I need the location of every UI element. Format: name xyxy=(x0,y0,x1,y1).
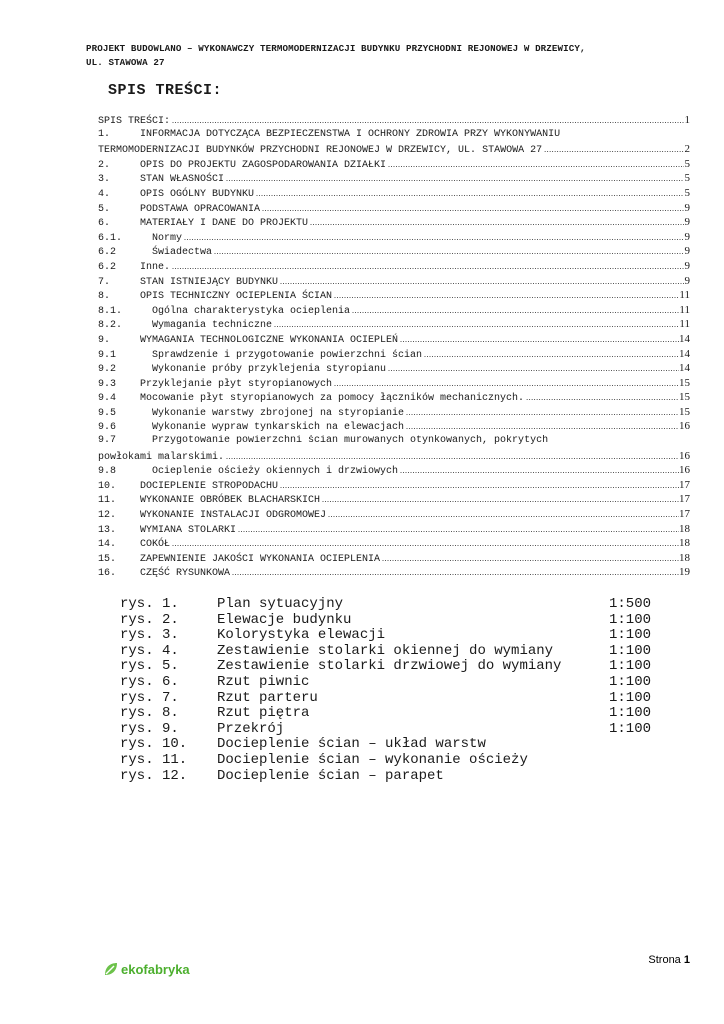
toc-entry-number: 6.1. xyxy=(98,232,123,244)
drawing-scale: 1:100 xyxy=(609,627,652,644)
toc-entry-number: 3. xyxy=(98,174,111,186)
drawing-item xyxy=(120,690,660,706)
toc-entry[interactable] xyxy=(98,479,690,494)
drawing-number: rys. 1. xyxy=(120,596,179,612)
toc-leader-dots xyxy=(262,204,684,213)
toc-entry-page: 11 xyxy=(679,303,690,316)
toc-leader-dots xyxy=(334,379,679,388)
logo-text: ekofabryka xyxy=(121,961,190,977)
drawing-title: Docieplenie ścian – układ warstw xyxy=(217,736,486,753)
toc-entry-title: Świadectwa xyxy=(140,247,213,259)
toc-entry-title: DOCIEPLENIE STROPODACHU xyxy=(140,480,279,492)
toc-entry-page: 9 xyxy=(684,274,690,287)
drawing-title: Przekrój xyxy=(217,720,285,737)
toc-entry[interactable] xyxy=(98,231,690,246)
toc-entry-number: 9.6 xyxy=(98,422,117,434)
toc-entry[interactable] xyxy=(98,172,690,187)
toc-entry-number: 9.1 xyxy=(98,349,117,361)
toc-entry[interactable] xyxy=(98,348,690,363)
toc-entry-page: 2 xyxy=(684,143,690,156)
toc-entry-page: 18 xyxy=(679,537,690,550)
drawing-title: Kolorystyka elewacji xyxy=(217,627,386,644)
toc-entry-title: Ocieplenie ościeży okiennych i drzwiowych xyxy=(140,466,399,478)
toc-leader-dots xyxy=(184,233,684,242)
toc-entry[interactable] xyxy=(98,143,690,158)
drawing-title: Zestawienie stolarki okiennej do wymiany xyxy=(217,642,554,659)
toc-entry[interactable] xyxy=(98,304,690,319)
drawing-item xyxy=(120,612,660,628)
toc-entry-page: 17 xyxy=(679,508,690,521)
toc-entry[interactable] xyxy=(98,493,690,508)
toc-entry-number: 2. xyxy=(98,159,111,171)
toc-entry-title: Wykonanie próby przyklejenia styropianu xyxy=(140,364,387,376)
toc-entry-title: SPIS TREŚCI: xyxy=(98,116,171,127)
drawing-scale: 1:100 xyxy=(609,673,652,690)
toc-entry[interactable] xyxy=(98,260,690,275)
toc-leader-dots xyxy=(352,306,679,315)
drawing-number: rys. 9. xyxy=(120,720,179,737)
drawing-title: Elewacje budynku xyxy=(217,611,352,628)
toc-entry-page: 9 xyxy=(684,230,690,243)
drawing-title: Plan sytuacyjny xyxy=(217,596,344,612)
drawing-scale xyxy=(609,736,660,752)
toc-entry-title: Ogólna charakterystyka ocieplenia xyxy=(140,305,351,317)
toc-entry-number: 15. xyxy=(98,553,117,565)
toc-entry[interactable] xyxy=(98,158,690,173)
toc-entry-page: 14 xyxy=(679,347,690,360)
toc-title: SPIS TREŚCI: xyxy=(108,82,223,99)
toc-entry[interactable] xyxy=(98,406,690,421)
toc-leader-dots xyxy=(256,189,684,198)
toc-entry-page: 5 xyxy=(684,157,690,170)
toc-leader-dots xyxy=(172,539,679,548)
toc-entry-page: 18 xyxy=(679,551,690,564)
toc-entry-page: 5 xyxy=(684,172,690,185)
toc-entry-page: 14 xyxy=(679,332,690,345)
toc-leader-dots xyxy=(526,393,679,402)
toc-entry[interactable] xyxy=(98,435,690,450)
toc-entry-number: 6. xyxy=(98,218,111,230)
toc-entry[interactable] xyxy=(98,377,690,392)
toc-entry-number: 13. xyxy=(98,524,117,536)
table-of-contents xyxy=(98,114,690,581)
toc-entry[interactable] xyxy=(98,508,690,523)
document-header xyxy=(86,42,696,70)
toc-entry-page: 17 xyxy=(679,493,690,506)
toc-leader-dots xyxy=(328,510,679,519)
toc-entry[interactable] xyxy=(98,523,690,538)
drawing-scale: 1:100 xyxy=(609,611,652,628)
drawing-number: rys. 12. xyxy=(120,767,188,784)
toc-leader-dots xyxy=(388,364,679,373)
toc-entry-title: TERMOMODERNIZACJI BUDYNKÓW PRZYCHODNI REJONOWEJ W DRZEWICY, UL. STAWOWA 27 xyxy=(98,145,543,157)
toc-leader-dots xyxy=(310,218,684,227)
toc-entry[interactable] xyxy=(98,464,690,479)
toc-leader-dots xyxy=(214,247,684,256)
toc-entry[interactable] xyxy=(98,318,690,333)
toc-entry-title: Normy xyxy=(140,232,183,244)
toc-leader-dots xyxy=(388,160,684,169)
drawing-item xyxy=(120,721,660,737)
toc-leader-dots xyxy=(400,335,679,344)
toc-leader-dots xyxy=(238,525,679,534)
toc-entry-title: WYKONANIE OBRÓBEK BLACHARSKICH xyxy=(140,495,321,507)
drawing-title: Rzut piwnic xyxy=(217,673,310,690)
toc-entry-number: 10. xyxy=(98,480,117,492)
toc-entry-number: 11. xyxy=(98,495,117,507)
toc-entry-title: WYMAGANIA TECHNOLOGICZNE WYKONANIA OCIEPLEŃ xyxy=(140,334,399,346)
toc-entry-page: 16 xyxy=(679,449,690,462)
toc-entry[interactable] xyxy=(98,187,690,202)
toc-entry-title: Przygotowanie powierzchni ścian murowanych otynkowanych, pokrytych xyxy=(140,435,549,447)
toc-entry-number: 12. xyxy=(98,510,117,522)
toc-entry[interactable] xyxy=(98,552,690,567)
toc-entry-number: 8. xyxy=(98,291,111,303)
toc-entry[interactable] xyxy=(98,216,690,231)
toc-entry-page: 14 xyxy=(679,362,690,375)
toc-leader-dots xyxy=(334,291,679,300)
page-label: Strona xyxy=(648,954,681,966)
toc-entry-title: OPIS OGÓLNY BUDYNKU xyxy=(140,188,255,200)
leaf-logo-icon xyxy=(103,961,119,977)
toc-entry-page: 15 xyxy=(679,391,690,404)
toc-entry-page: 19 xyxy=(679,566,690,579)
toc-entry[interactable] xyxy=(98,537,690,552)
toc-entry-number: 6.2 xyxy=(98,261,117,273)
toc-entry-page: 16 xyxy=(679,420,690,433)
toc-entry-title: Inne. xyxy=(140,261,171,273)
toc-entry-title: Wymagania techniczne xyxy=(140,320,273,332)
drawing-item xyxy=(120,674,660,690)
toc-entry-title: Sprawdzenie i przygotowanie powierzchni ścian xyxy=(140,349,423,361)
toc-entry-page: 9 xyxy=(684,216,690,229)
drawing-item xyxy=(120,643,660,659)
toc-entry-number: 9.5 xyxy=(98,407,117,419)
drawing-number: rys. 10. xyxy=(120,736,188,753)
toc-entry-number: 9.3 xyxy=(98,378,117,390)
drawing-number: rys. 3. xyxy=(120,627,179,644)
toc-entry-title: Mocowanie płyt styropianowych za pomocy łączników mechanicznych. xyxy=(140,393,525,405)
toc-leader-dots xyxy=(172,262,684,271)
toc-leader-dots xyxy=(406,422,679,431)
toc-entry[interactable] xyxy=(98,114,690,129)
toc-entry-title: MATERIAŁY I DANE DO PROJEKTU xyxy=(140,218,309,230)
header-line-2: UL. STAWOWA 27 xyxy=(86,57,165,68)
drawing-title: Rzut parteru xyxy=(217,689,318,706)
drawing-item xyxy=(120,736,660,752)
toc-entry-title: OPIS DO PROJEKTU ZAGOSPODAROWANIA DZIAŁKI xyxy=(140,159,387,171)
toc-leader-dots xyxy=(226,174,684,183)
toc-leader-dots xyxy=(226,452,679,461)
drawing-scale: 1:100 xyxy=(609,642,652,659)
toc-entry-page: 1 xyxy=(684,114,690,126)
drawing-number: rys. 8. xyxy=(120,705,179,722)
toc-entry-page: 9 xyxy=(684,245,690,258)
toc-leader-dots xyxy=(274,320,679,329)
toc-entry-title: ZAPEWNIENIE JAKOŚCI WYKONANIA OCIEPLENIA xyxy=(140,553,381,565)
drawing-item xyxy=(120,705,660,721)
drawing-scale: 1:100 xyxy=(609,689,652,706)
drawing-scale: 1:100 xyxy=(609,720,652,737)
toc-leader-dots xyxy=(232,568,679,577)
drawing-item xyxy=(120,752,660,768)
toc-entry[interactable] xyxy=(98,275,690,290)
toc-entry-number: 5. xyxy=(98,203,111,215)
toc-entry[interactable] xyxy=(98,333,690,348)
toc-entry-title: OPIS TECHNICZNY OCIEPLENIA ŚCIAN xyxy=(140,291,333,303)
drawing-title: Docieplenie ścian – wykonanie ościeży xyxy=(217,751,528,768)
page-number-value: 1 xyxy=(683,954,690,966)
drawing-number: rys. 2. xyxy=(120,611,179,628)
drawing-title: Rzut piętra xyxy=(217,705,310,722)
drawing-scale: 1:100 xyxy=(609,705,652,722)
drawing-item xyxy=(120,768,660,784)
drawing-item xyxy=(120,627,660,643)
toc-entry-page: 15 xyxy=(679,376,690,389)
toc-entry-title: WYKONANIE INSTALACJI ODGROMOWEJ xyxy=(140,510,327,522)
toc-entry-title: INFORMACJA DOTYCZĄCA BEZPIECZEŃSTWA I OCHRONY ZDROWIA PRZY WYKONYWANIU xyxy=(140,128,561,140)
drawing-number: rys. 7. xyxy=(120,689,179,706)
drawings-list xyxy=(120,596,660,783)
toc-leader-dots xyxy=(172,116,684,125)
page-number xyxy=(648,954,690,966)
drawing-title: Zestawienie stolarki drzwiowej do wymiany xyxy=(217,658,562,675)
drawing-scale: 1:500 xyxy=(609,596,652,612)
drawing-item xyxy=(120,596,660,612)
toc-leader-dots xyxy=(322,495,679,504)
toc-entry[interactable] xyxy=(98,450,690,465)
toc-entry-number: 1. xyxy=(98,128,111,140)
toc-entry[interactable] xyxy=(98,289,690,304)
company-logo xyxy=(103,961,190,977)
toc-entry-number: 9. xyxy=(98,334,111,346)
toc-leader-dots xyxy=(424,350,679,359)
drawing-number: rys. 11. xyxy=(120,751,188,768)
toc-entry-number: 8.2. xyxy=(98,320,123,332)
toc-entry-number: 9.4 xyxy=(98,393,117,405)
header-line-1: PROJEKT BUDOWLANO – WYKONAWCZY TERMOMODERNIZACJI BUDYNKU PRZYCHODNI REJONOWEJ W DRZEWICY, xyxy=(86,43,586,54)
toc-entry-number: 4. xyxy=(98,188,111,200)
drawing-scale: 1:100 xyxy=(609,658,652,675)
toc-entry-title: powłokami malarskimi. xyxy=(98,451,225,463)
toc-leader-dots xyxy=(280,277,684,286)
drawing-scale xyxy=(609,752,660,768)
toc-entry-number: 9.7 xyxy=(98,435,117,447)
toc-entry-page: 18 xyxy=(679,522,690,535)
drawing-title: Docieplenie ścian – parapet xyxy=(217,767,444,784)
toc-leader-dots xyxy=(544,145,684,154)
toc-leader-dots xyxy=(280,481,679,490)
toc-entry-title: COKÓŁ xyxy=(140,539,171,551)
toc-entry-title: Wykonanie warstwy zbrojonej na styropianie xyxy=(140,407,405,419)
toc-entry-page: 16 xyxy=(679,464,690,477)
toc-entry-title: PODSTAWA OPRACOWANIA xyxy=(140,203,261,215)
toc-entry-number: 9.8 xyxy=(98,466,117,478)
toc-entry-page: 17 xyxy=(679,478,690,491)
toc-entry-title: CZĘŚĆ RYSUNKOWA xyxy=(140,568,231,580)
toc-entry-number: 8.1. xyxy=(98,305,123,317)
toc-leader-dots xyxy=(382,554,679,563)
toc-leader-dots xyxy=(406,408,679,417)
toc-entry-title: WYMIANA STOLARKI xyxy=(140,524,237,536)
toc-entry-number: 9.2 xyxy=(98,364,117,376)
toc-entry-page: 15 xyxy=(679,405,690,418)
drawing-scale xyxy=(609,768,660,784)
toc-leader-dots xyxy=(400,466,679,475)
toc-entry[interactable] xyxy=(98,202,690,217)
toc-entry-title: STAN WŁASNOŚCI xyxy=(140,174,225,186)
toc-entry-number: 6.2 xyxy=(98,247,117,259)
toc-entry-number: 16. xyxy=(98,568,117,580)
toc-entry-title: Przyklejanie płyt styropianowych xyxy=(140,378,333,390)
toc-entry-number: 7. xyxy=(98,276,111,288)
toc-entry-title: Wykonanie wypraw tynkarskich na elewacjach xyxy=(140,422,405,434)
toc-entry[interactable] xyxy=(98,420,690,435)
toc-entry-page: 5 xyxy=(684,186,690,199)
toc-entry[interactable] xyxy=(98,362,690,377)
toc-entry-title: STAN ISTNIEJĄCY BUDYNKU xyxy=(140,276,279,288)
toc-entry[interactable] xyxy=(98,391,690,406)
drawing-item xyxy=(120,658,660,674)
toc-entry-page: 11 xyxy=(679,318,690,331)
toc-entry-page: 9 xyxy=(684,201,690,214)
toc-entry-page: 9 xyxy=(684,259,690,272)
toc-entry[interactable] xyxy=(98,245,690,260)
toc-entry[interactable] xyxy=(98,129,690,144)
toc-entry-page: 11 xyxy=(679,289,690,302)
toc-entry[interactable] xyxy=(98,566,690,581)
drawing-number: rys. 5. xyxy=(120,658,179,675)
drawing-number: rys. 6. xyxy=(120,673,179,690)
drawing-number: rys. 4. xyxy=(120,642,179,659)
toc-entry-number: 14. xyxy=(98,539,117,551)
